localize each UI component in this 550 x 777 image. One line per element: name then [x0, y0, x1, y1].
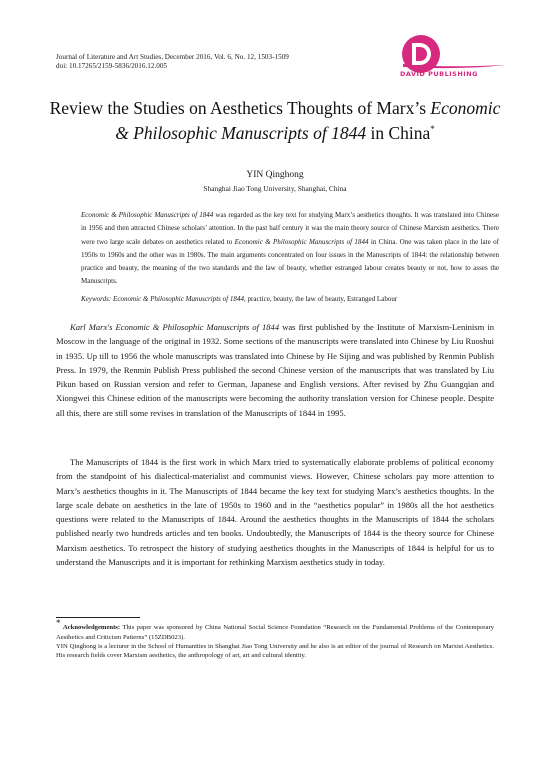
abstract-italic: Economic & Philosophic Manuscripts of 1844 — [234, 237, 369, 246]
footnote-acknowledgements — [56, 618, 494, 642]
paper-title-line-1 — [40, 96, 510, 120]
footnote-mark: * — [56, 618, 61, 628]
doi: doi: 10.17265/2159-5836/2016.12.005 — [56, 62, 168, 70]
title-text: in China — [366, 123, 431, 143]
abstract-text: was regarded as the key text for studying Marx’s aesthetics thoughts. It was translated into Chinese in 1956 and then attracted Chinese scholars’ attention. In the past half century it was the main theory source of Chinese Marxism aesthetics. There were two large scale debates on aesthetics related to — [81, 211, 499, 246]
body-text: was first published by the Institute of Marxism-Leninism in Moscow in the language of the original in 1932. Some sections of the manuscripts were translated into Chinese by Liu Ruoshui in 1935. Up till to 1956 the whole manuscripts was translated into Chinese by He Sijing and was published by Renmin Publish Press. In 1979, the Renmin Publish Press published the second Chinese version of the manuscripts that was translated by Liu Pikun based on Russian version and refer to German, Japanese and English versions. After revised by Zhu Guangqian and Xiongwei this Chinese edition of the manuscripts were becoming the authority translation version for Chinese people. Despite all this, there are still some revises in translation of the Manuscripts of 1844 in 1995. — [56, 322, 494, 418]
abstract — [81, 209, 499, 289]
body-italic: Karl Marx's Economic & Philosophic Manuscripts of 1844 — [70, 322, 280, 332]
title-italic-text: & Philosophic Manuscripts of 1844 — [115, 123, 367, 143]
author-name: YIN Qinghong — [246, 170, 304, 180]
keywords-italic: Economic & Philosophic Manuscripts of 1844 — [113, 295, 244, 303]
footnote-divider — [56, 617, 140, 618]
title-text: Review the Studies on Aesthetics Thoughts of Marx’s — [49, 98, 431, 118]
body-paragraph-1 — [56, 320, 494, 420]
keywords-label: Keywords: — [81, 295, 114, 303]
title-footnote-mark: * — [430, 124, 435, 135]
footnote-text: This paper was sponsored by China National Social Science Foundation “Research on the Fundamental Problems of the Contemporary Aesthetics and Criticism Patterns” (15ZDB023). — [56, 624, 494, 641]
title-italic-text: Economic — [430, 98, 501, 118]
keywords-text: , practice, beauty, the law of beauty, Estranged Labour — [244, 295, 398, 303]
abstract-italic: Economic & Philosophic Manuscripts of 1844 — [81, 211, 214, 219]
author-affiliation: Shanghai Jiao Tong University, Shanghai, China — [203, 184, 347, 193]
footnote-author-bio: YIN Qinghong is a lecturer in the School of Humanities in Shanghai Jiao Tong University and he also is an editor of the journal of Research on Marxist Aesthetics. His research fields cover Marxism aesthetics, the anthropology of art, art and cultural identity. — [56, 643, 494, 660]
journal-citation: Journal of Literature and Art Studies, December 2016, Vol. 6, No. 12, 1503-1509 — [56, 53, 289, 61]
footnote-label: Acknowledgements: — [62, 624, 121, 632]
paper-title-line-2 — [40, 121, 510, 145]
keywords — [81, 294, 499, 304]
abstract-text: in China. One was taken place in the late of 1950s to 1960s and the other was in 1980s. The main arguments concentrated on four issues in the Manuscripts of 1844: the relationship between practice and beauty, the meaning of the two standards and the law of beauty, whether estranged labour creates beauty or not, how to asses the Manuscripts. — [81, 237, 499, 286]
logo-wordmark: DAVID PUBLISHING — [400, 70, 478, 78]
body-paragraph-2: The Manuscripts of 1844 is the first work in which Marx tried to systematically elaborate problems of political economy from the standpoint of his dialectical-materialist and communist views. However, Chinese scholars pay more attention to Marx’s aesthetics thoughts in it. The Manuscripts of 1844 became the key text for studying Marx’s aesthetics thoughts. In the large scale debate on aesthetics in the late of 1950s to 1960 and in the “aesthetics popular” in 1980s all the hot aesthetics questions were related to the Manuscripts of 1844. Around the aesthetics thoughts in the Manuscripts of 1844 the scholars published nearly two hundreds articles and ten books. Undoubtedly, the Manuscripts of 1844 is the theory source for Chinese Marxism aesthetics. To retrospect the history of studying aesthetics thoughts in the Manuscripts of 1844 is helpful for us to understand the Manuscripts and it is important for rethinking Marxism aesthetics study in today. — [56, 457, 494, 568]
